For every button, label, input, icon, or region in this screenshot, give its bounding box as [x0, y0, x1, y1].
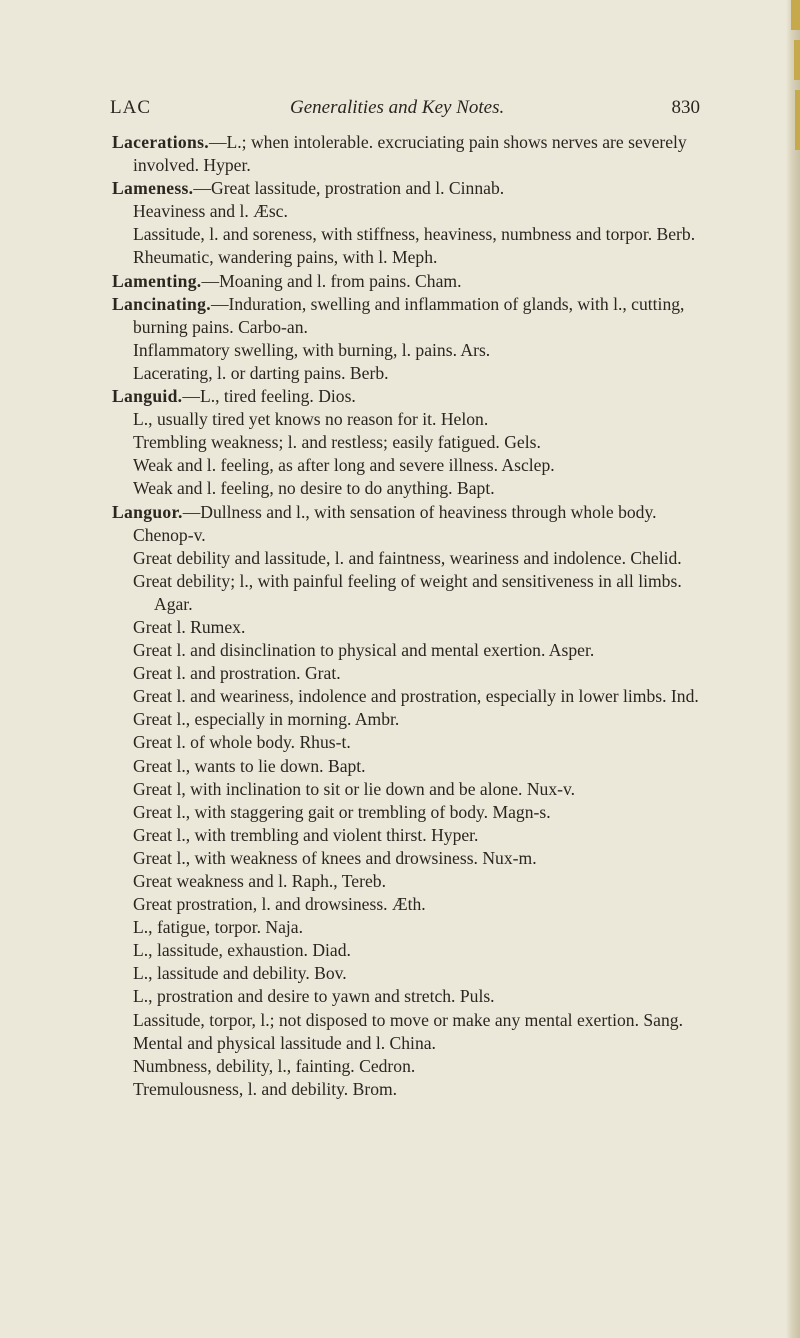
- entry-headword: Lamenting.: [112, 270, 202, 291]
- entry-text: Great l. Rumex.: [133, 616, 246, 637]
- page-edge: [786, 0, 800, 1338]
- thumb-index-tab: [791, 0, 800, 30]
- thumb-index-tab: [795, 90, 800, 150]
- sub-entry: [112, 1078, 712, 1101]
- sub-entry: [112, 639, 712, 662]
- sub-entry: [112, 916, 712, 939]
- sub-entry: [112, 431, 712, 454]
- entry-text: Great l. and prostration. Grat.: [133, 663, 341, 684]
- main-entry: [112, 131, 712, 177]
- entry-text: —Dullness and l., with sensation of heaviness through whole body. Chenop-v.: [133, 501, 657, 545]
- entry-text: L., lassitude, exhaustion. Diad.: [133, 940, 351, 961]
- entry-list: [112, 131, 712, 1101]
- sub-entry: [112, 570, 712, 616]
- entry-text: Weak and l. feeling, no desire to do anything. Bapt.: [133, 478, 495, 499]
- entry-text: Lacerating, l. or darting pains. Berb.: [133, 362, 389, 383]
- sub-entry: [112, 755, 712, 778]
- sub-entry: [112, 1009, 712, 1032]
- entry-text: Great l. and weariness, indolence and prostration, especially in lower limbs. Ind.: [133, 686, 699, 707]
- sub-entry: [112, 985, 712, 1008]
- sub-entry: [112, 362, 712, 385]
- entry-headword: Languor.: [112, 501, 183, 522]
- sub-entry: [112, 477, 712, 500]
- main-entry: [112, 385, 712, 408]
- sub-entry: [112, 685, 712, 708]
- entry-text: Great l., with trembling and violent thirst. Hyper.: [133, 824, 479, 845]
- sub-entry: [112, 939, 712, 962]
- sub-entry: [112, 200, 712, 223]
- main-entry: [112, 293, 712, 339]
- sub-entry: [112, 870, 712, 893]
- sub-entry: [112, 246, 712, 269]
- entry-text: L., fatigue, torpor. Naja.: [133, 917, 304, 938]
- entry-text: Great weakness and l. Raph., Tereb.: [133, 871, 386, 891]
- sub-entry: [112, 1055, 712, 1078]
- sub-entry: [112, 778, 712, 801]
- sub-entry: [112, 616, 712, 639]
- sub-entry: [112, 662, 712, 685]
- entry-text: Inflammatory swelling, with burning, l. pains. Ars.: [133, 339, 491, 360]
- entry-text: Great l. and disinclination to physical and mental exertion. Asper.: [133, 640, 595, 661]
- sub-entry: [112, 731, 712, 754]
- main-entry: [112, 501, 712, 547]
- running-header: [110, 97, 700, 123]
- entry-text: —Great lassitude, prostration and l. Cinnab.: [193, 178, 505, 199]
- sub-entry: [112, 708, 712, 731]
- entry-text: Heaviness and l. Æsc.: [133, 201, 288, 222]
- entry-text: Great prostration, l. and drowsiness. Æth.: [133, 894, 426, 915]
- entry-text: Great l., with staggering gait or trembling of body. Magn-s.: [133, 801, 551, 822]
- entry-text: —Moaning and l. from pains. Cham.: [201, 270, 462, 291]
- sub-entry: [112, 801, 712, 824]
- entry-text: L., prostration and desire to yawn and stretch. Puls.: [133, 986, 495, 1007]
- thumb-index-tab: [794, 40, 800, 80]
- entry-text: Lassitude, torpor, l.; not disposed to move or make any mental exertion. Sang.: [133, 1009, 683, 1030]
- sub-entry: [112, 408, 712, 431]
- entry-text: L., usually tired yet knows no reason for it. Helon.: [133, 409, 489, 430]
- entry-headword: Lameness.: [112, 178, 194, 199]
- entry-text: —Induration, swelling and inflammation of glands, with l., cutting, burning pains. Carbo-an.: [133, 293, 685, 337]
- entry-text: L., lassitude and debility. Bov.: [133, 963, 347, 984]
- entry-text: Great debility and lassitude, l. and faintness, weariness and indolence. Chelid.: [133, 547, 682, 568]
- sub-entry: [112, 547, 712, 570]
- sub-entry: [112, 962, 712, 985]
- entry-text: Trembling weakness; l. and restless; easily fatigued. Gels.: [133, 432, 541, 453]
- sub-entry: [112, 847, 712, 870]
- sub-entry: [112, 223, 712, 246]
- entry-text: —L.; when intolerable. excruciating pain shows nerves are severely involved. Hyper.: [133, 132, 687, 176]
- entry-text: Rheumatic, wandering pains, with l. Meph.: [133, 247, 438, 268]
- sub-entry: [112, 1032, 712, 1055]
- header-section-label: LAC: [110, 97, 151, 118]
- sub-entry: [112, 824, 712, 847]
- entry-text: Great l., with weakness of knees and drowsiness. Nux-m.: [133, 847, 537, 868]
- entry-headword: Lacerations.: [112, 132, 209, 152]
- entry-headword: Languid.: [112, 386, 183, 407]
- main-entry: [112, 270, 712, 293]
- sub-entry: [112, 454, 712, 477]
- entry-headword: Lancinating.: [112, 293, 211, 314]
- main-entry: [112, 177, 712, 200]
- entry-text: Great l, with inclination to sit or lie down and be alone. Nux-v.: [133, 778, 576, 799]
- entry-text: Weak and l. feeling, as after long and severe illness. Asclep.: [133, 455, 555, 476]
- entry-text: Great debility; l., with painful feeling of weight and sensitiveness in all limbs. Agar.: [133, 570, 682, 614]
- entry-text: Tremulousness, l. and debility. Brom.: [133, 1078, 398, 1099]
- header-title: Generalities and Key Notes.: [290, 97, 505, 118]
- sub-entry: [112, 893, 712, 916]
- entry-text: Lassitude, l. and soreness, with stiffness, heaviness, numbness and torpor. Berb.: [133, 224, 696, 245]
- sub-entry: [112, 339, 712, 362]
- entry-text: Mental and physical lassitude and l. China.: [133, 1032, 436, 1053]
- entry-text: Great l. of whole body. Rhus-t.: [133, 732, 351, 753]
- entry-text: —L., tired feeling. Dios.: [182, 386, 356, 407]
- entry-text: Great l., wants to lie down. Bapt.: [133, 755, 366, 776]
- entry-text: Great l., especially in morning. Ambr.: [133, 709, 400, 730]
- page-number: 830: [671, 97, 700, 118]
- entry-text: Numbness, debility, l., fainting. Cedron.: [133, 1055, 416, 1076]
